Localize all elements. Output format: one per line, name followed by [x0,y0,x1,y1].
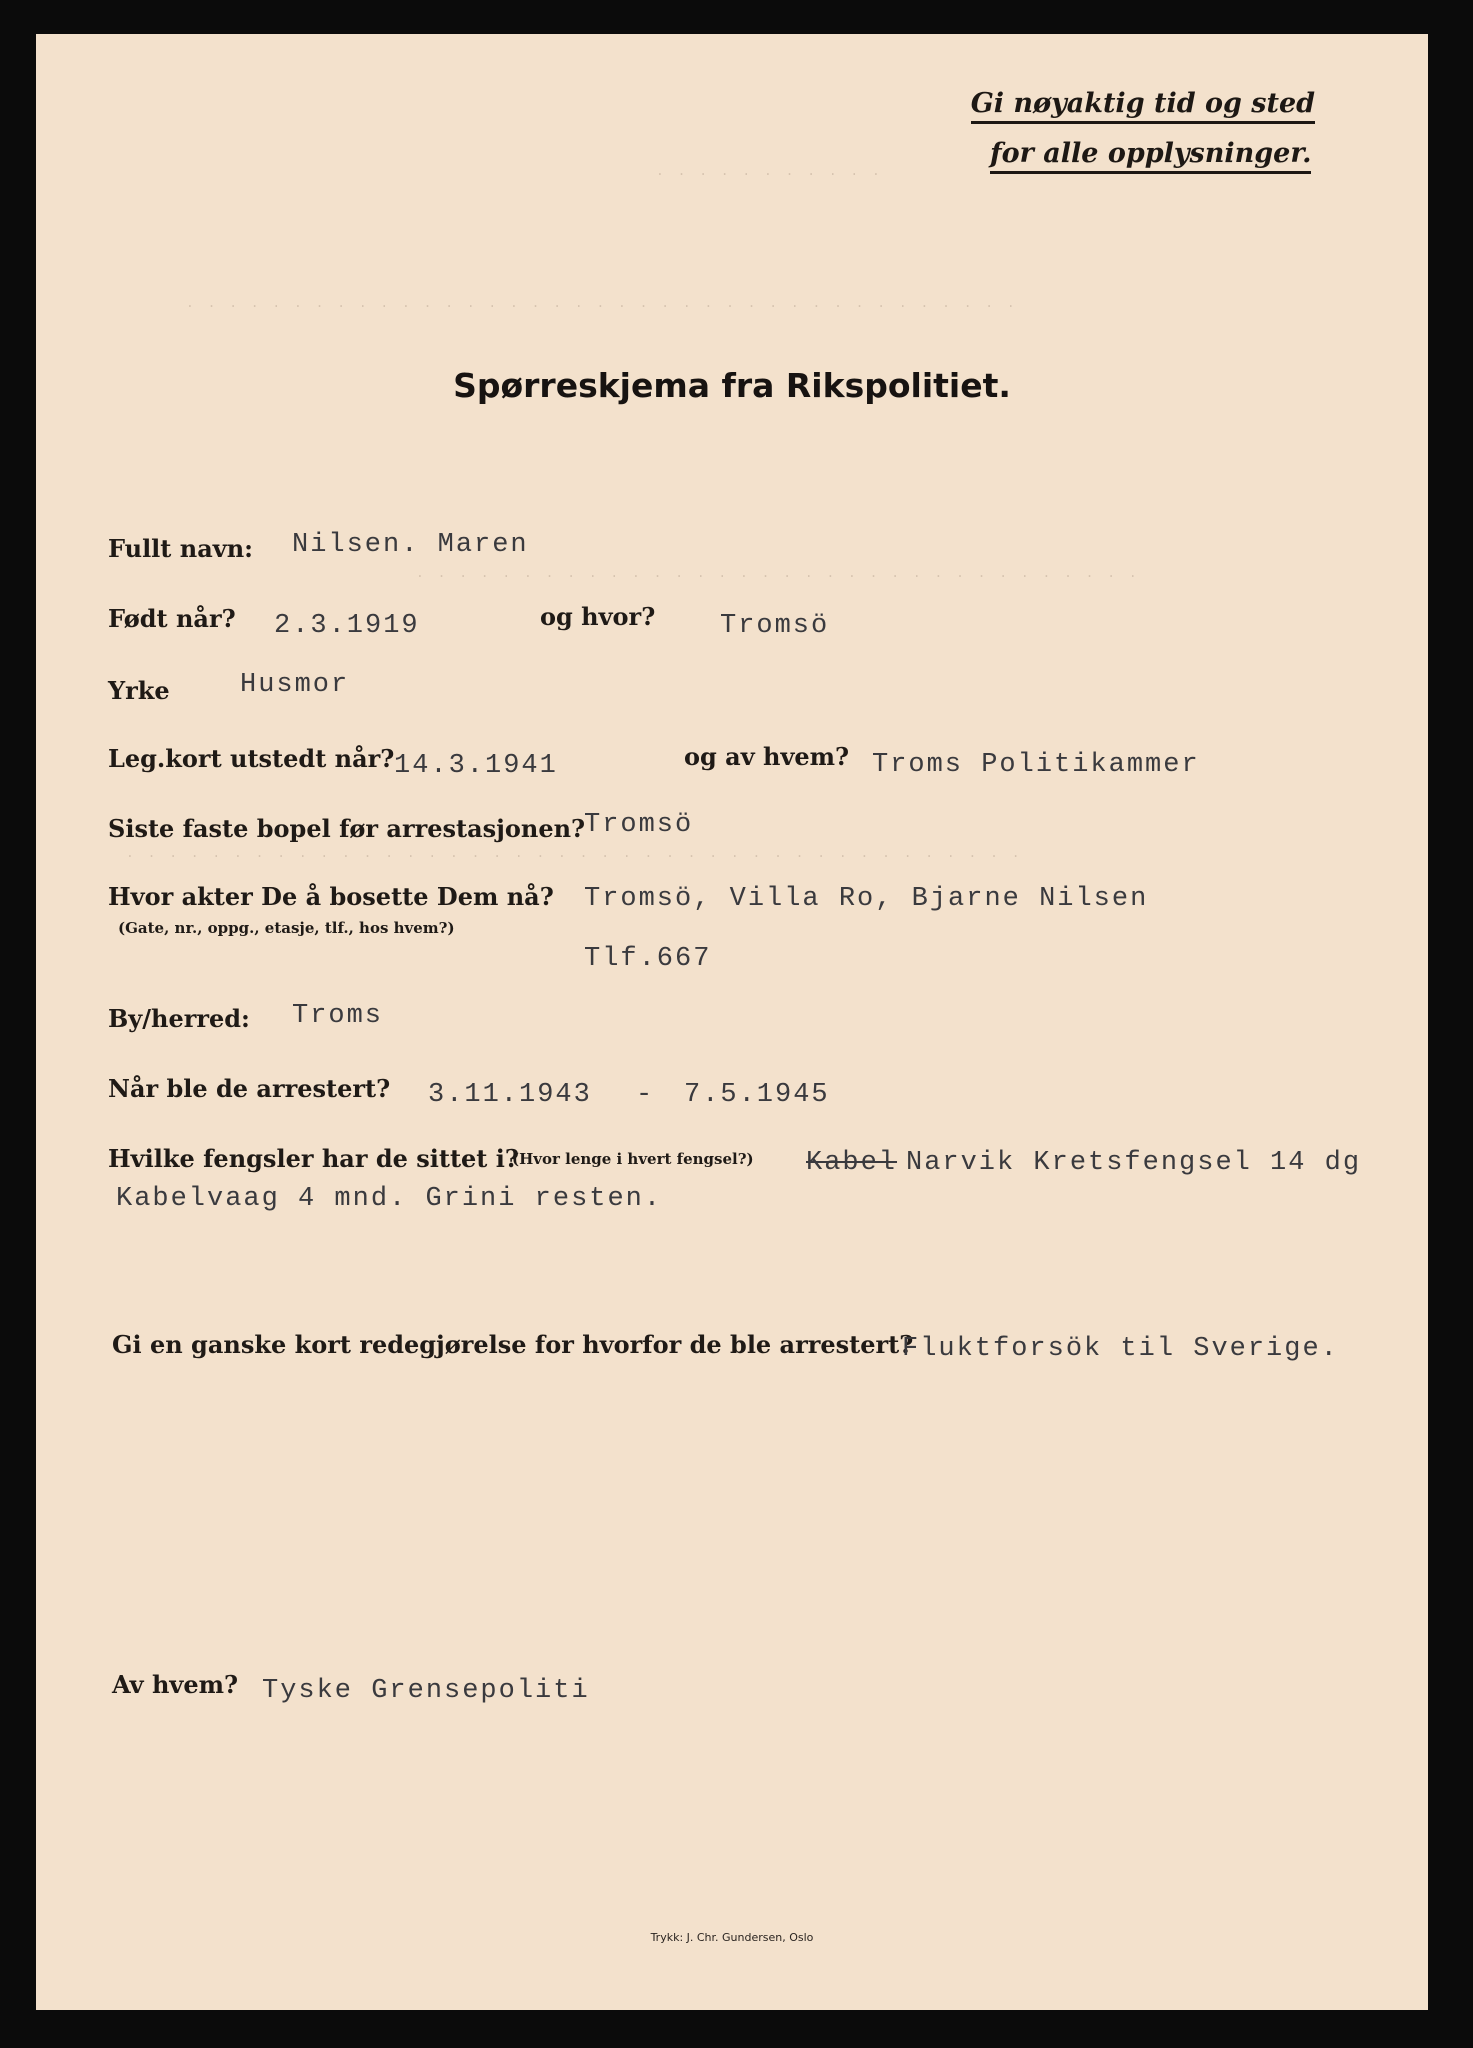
printer-imprint: Trykk: J. Chr. Gundersen, Oslo [650,1931,814,1944]
occupation-label: Yrke [108,676,170,705]
bleed-through-text: . . . . . . . . . . . . . . . . . . . . . . . . . . . . . . . . . . . . . . . . . . [126,846,1023,861]
municipality-value: Troms [292,1001,384,1031]
id-issued-by-value: Troms Politikammer [872,750,1200,780]
reason-label: Gi en ganske kort redegjørelse for hvorfor de ble arrestert? [112,1330,914,1359]
prisons-value: Narvik Kretsfengsel 14 dg [906,1148,1362,1178]
id-issued-when-value: 14.3.1941 [394,751,558,781]
settle-label: Hvor akter De å bosette Dem nå? [108,882,554,911]
bleed-through-text: . . . . . . . . . . . [656,164,883,179]
form-title: Spørreskjema fra Rikspolitiet. [453,366,1011,405]
municipality-label: By/herred: [108,1004,250,1033]
born-where-value: Tromsö [720,611,830,641]
form-sheet [36,34,1428,2010]
born-when-label: Født når? [108,604,236,633]
prisons-label: Hvilke fengsler har de sittet i? [108,1144,519,1173]
settle-phone-value: Tlf.667 [584,944,712,974]
notice-line-2: for alle opplysninger. [990,138,1311,174]
id-issued-by-label: og av hvem? [684,742,850,771]
arrested-dash: - [636,1080,655,1110]
by-whom-label: Av hvem? [112,1670,239,1699]
full-name-label: Fullt navn: [108,534,253,563]
arrested-to-value: 7.5.1945 [684,1080,830,1110]
full-name-value: Nilsen. Maren [292,530,529,560]
arrested-when-label: Når ble de arrestert? [108,1074,391,1103]
settle-note: (Gate, nr., oppg., etasje, tlf., hos hvem?) [118,919,455,937]
arrested-from-value: 3.11.1943 [428,1080,592,1110]
bleed-through-text: . . . . . . . . . . . . . . . . . . . . . . . . . . . . . . . . . . . . . . . [186,296,1018,311]
born-where-label: og hvor? [540,602,656,631]
prisons-note: (Hvor lenge i hvert fengsel?) [512,1150,754,1168]
born-when-value: 2.3.1919 [274,611,420,641]
id-issued-when-label: Leg.kort utstedt når? [108,744,395,773]
prisons-struck-text: Kabel [806,1148,898,1178]
bleed-through-text: . . . . . . . . . . . . . . . . . . . . . . . . . . . . . . . . . . [416,566,1140,581]
by-whom-value: Tyske Grensepoliti [262,1676,590,1706]
notice-line-1: Gi nøyaktig tid og sted [971,88,1315,124]
last-residence-value: Tromsö [584,810,694,840]
settle-value: Tromsö, Villa Ro, Bjarne Nilsen [584,884,1149,914]
prisons-value-line-2: Kabelvaag 4 mnd. Grini resten. [116,1184,663,1214]
occupation-value: Husmor [240,670,350,700]
reason-value: Fluktforsök til Sverige. [902,1334,1339,1364]
last-residence-label: Siste faste bopel før arrestasjonen? [108,814,586,843]
